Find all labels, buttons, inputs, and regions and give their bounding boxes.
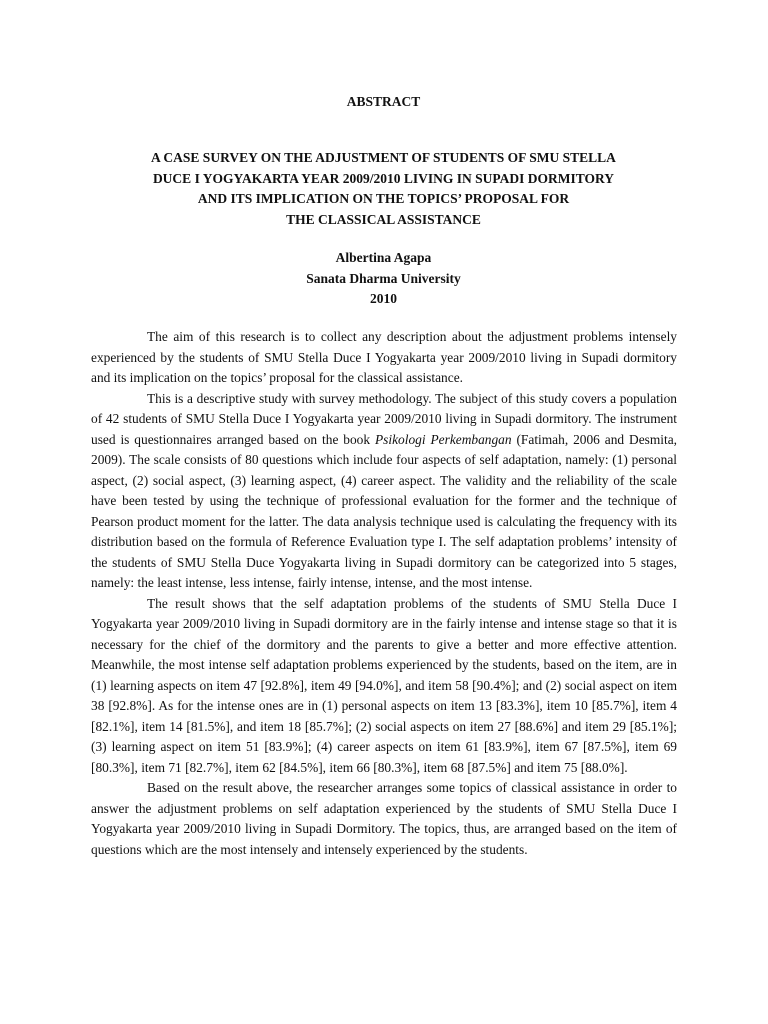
institution-name: Sanata Dharma University: [306, 270, 461, 286]
author-name: Albertina Agapa: [335, 250, 432, 265]
title-line-1: A CASE SURVEY ON THE ADJUSTMENT OF STUDENTS OF SMU STELLA: [151, 150, 616, 165]
paragraph-method-text-1: This is a descriptive study with survey methodology. The subject of this study covers a population of 42 students of SMU Stella Duce I Yogyakarta year 2009/2010 living in Supadi dormitory. The instrument used is questionnaires arranged based on the book: [91, 390, 677, 447]
publication-year: 2010: [370, 291, 397, 306]
book-title: Psikologi Perkembangan: [375, 431, 512, 447]
thesis-title: [91, 148, 676, 230]
title-line-2: DUCE I YOGYAKARTA YEAR 2009/2010 LIVING IN SUPADI DORMITORY: [152, 170, 615, 186]
paragraph-conclusion: Based on the result above, the researcher arranges some topics of classical assistance in order to answer the adjustment problems on self adaptation experienced by the students of SMU Stella Duce I Yogyakarta year 2009/2010 living in Supadi Dormitory. The topics, thus, are arranged based on the item of questions which are the most intensely and intensely experienced by the students.: [91, 780, 677, 857]
paragraph-method-text-2: (Fatimah, 2006 and Desmita, 2009). The scale consists of 80 questions which include four aspects of self adaptation, namely: (1) personal aspect, (2) social aspect, (3) learning aspect, (4) career aspect. The validity and the reliability of the scale have been tested by using the technique of professional evaluation for the former and the technique of Pearson product moment for the latter. The data analysis technique used is calculating the frequency with its distribution based on the formula of Reference Evaluation type I. The self adaptation problems’ intensity of the students of SMU Stella Duce Yogyakarta living in Supadi dormitory can be categorized into 5 stages, namely: the least intense, less intense, fairly intense, intense, and the most intense.: [91, 431, 677, 590]
abstract-heading: ABSTRACT: [346, 94, 421, 109]
paragraph-result: The result shows that the self adaptation problems of the students of SMU Stella Duce I Yogyakarta year 2009/2010 living in Supadi dormitory are in the fairly intense and intense stage so that it is necessary for the chief of the dormitory and the parents to give a better and more effective attention. Meanwhile, the most intense self adaptation problems experienced by the students, based on the item, are in (1) learning aspects on item 47 [92.8%], item 49 [94.0%], and item 58 [90.4%]; and (2) social aspect on item 38 [92.8%]. As for the intense ones are in (1) personal aspects on item 13 [83.3%], item 10 [85.7%], item 4 [82.1%], item 14 [81.5%], and item 18 [85.7%]; (2) social aspects on item 27 [88.6%] and item 29 [85.1%]; (3) learning aspect on item 51 [83.9%]; (4) career aspects on item 61 [83.9%], item 67 [87.5%], item 69 [80.3%], item 71 [82.7%], item 62 [84.5%], item 66 [80.3%], item 68 [87.5%] and item 75 [88.0%].: [91, 595, 677, 775]
paragraph-method: [91, 389, 677, 594]
title-line-4: THE CLASSICAL ASSISTANCE: [286, 211, 481, 227]
author-block: [91, 248, 676, 310]
paragraph-aim: The aim of this research is to collect any description about the adjustment problems intensely experienced by the students of SMU Stella Duce I Yogyakarta year 2009/2010 living in Supadi dormitory and its implication on the topics’ proposal for the classical assistance.: [91, 329, 677, 385]
abstract-body: [91, 327, 677, 860]
title-line-3: AND ITS IMPLICATION ON THE TOPICS’ PROPOSAL FOR: [197, 191, 570, 206]
